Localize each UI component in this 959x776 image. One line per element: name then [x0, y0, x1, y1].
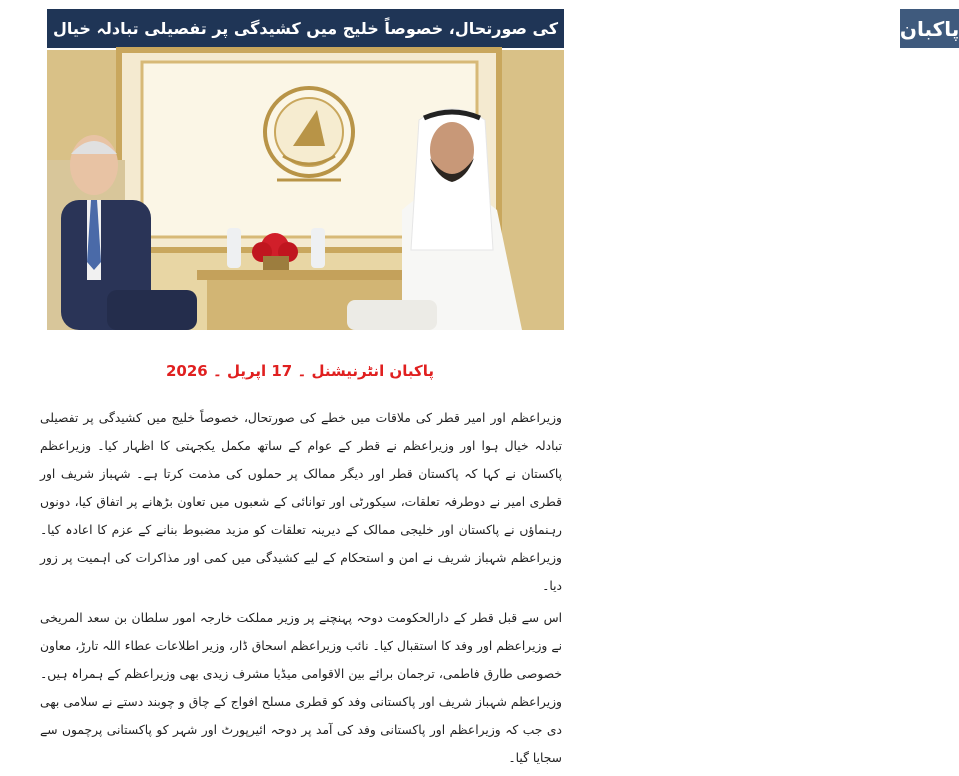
news-photo	[47, 50, 564, 330]
headline-text: وزیراعظم اور امیر قطر کی ملاقات، خطے کی صورتحال، خصوصاً خلیج میں کشیدگی پر تفصیلی تبادلہ خیال	[53, 19, 892, 38]
dateline: پاکبان انٹرنیشنل ۔ 17 اپریل ۔ 2026	[166, 362, 434, 380]
article-paragraph: وزیراعظم اور امیر قطر کی ملاقات میں خطے کی صورتحال، خصوصاً خلیج میں کشیدگی پر تفصیلی تبادلہ خیال ہوا اور وزیراعظم نے قطر کے عوام کے ساتھ مکمل یکجہتی کا اظہار کیا۔ وزیراعظم پاکستان نے کہا کہ پاکستان قطر اور دیگر ممالک پر حملوں کی مذمت کرتا ہے۔ شہباز شریف اور قطری امیر نے دوطرفہ تعلقات، سیکورٹی اور توانائی کے شعبوں میں تعاون بڑھانے پر اتفاق کیا، دونوں رہنماؤں نے پاکستان اور خلیجی ممالک کے دیرینہ تعلقات کو مزید مضبوط بنانے کے عزم کا اعادہ کیا۔ وزیراعظم شہباز شریف نے امن و استحکام کے لیے کشیدگی میں کمی اور مذاکرات کی اہمیت پر زور دیا۔	[40, 411, 562, 593]
article-paragraph: اس سے قبل قطر کے دارالحکومت دوحہ پہنچنے پر وزیر مملکت خارجہ امور سلطان بن سعد المریخی نے وزیراعظم اور وفد کا استقبال کیا۔ نائب وزیراعظم اسحاق ڈار، وزیر اطلاعات عطاء اللہ تارڑ، معاون خصوصی طارق فاطمی، ترجمان برائے بین الاقوامی میڈیا مشرف زیدی بھی وزیراعظم کے ہمراہ ہیں۔ وزیراعظم شہباز شریف اور پاکستانی وفد کو قطری مسلح افواج کے چاق و چوبند دستے نے سلامی بھی دی جب کہ وزیراعظم اور پاکستانی وفد کی آمد پر دوحہ ائیرپورٹ اور شہر کو پاکستانی پرچموں سے سجایا گیا۔	[40, 611, 562, 765]
brand-label: پاکبان	[900, 9, 959, 48]
headline-banner	[47, 9, 959, 48]
article-body	[40, 404, 562, 776]
meeting-photo-illustration	[47, 50, 564, 330]
